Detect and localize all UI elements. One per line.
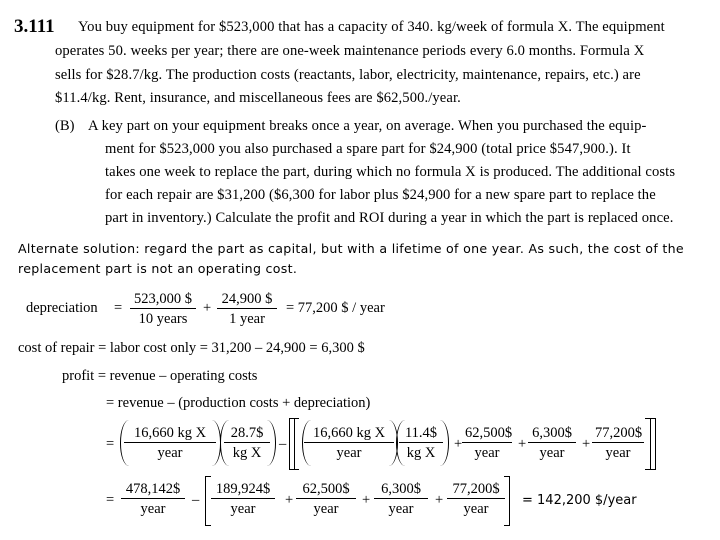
fraction-denominator: kg X bbox=[399, 442, 443, 462]
depreciation-label: depreciation bbox=[26, 300, 98, 316]
fraction-production-total bbox=[211, 480, 275, 518]
fraction-numerator: 6,300$ bbox=[532, 425, 572, 441]
profit-line-3-equals: = bbox=[106, 436, 115, 452]
profit-line-1: profit = revenue – operating costs bbox=[62, 368, 258, 384]
fraction-labor bbox=[528, 424, 576, 462]
fraction-denominator: year bbox=[121, 498, 185, 518]
fraction-rent-2 bbox=[296, 480, 356, 518]
part-b-line-2: ment for $523,000 you also purchased a spare part for $24,900 (total price $547,900.). It bbox=[105, 141, 631, 157]
problem-line-2: operates 50. weeks per year; there are one-week maintenance periods every 6.0 months. Formula X bbox=[55, 43, 645, 59]
depreciation-fraction-equipment bbox=[130, 290, 196, 328]
part-b-line-5: part in inventory.) Calculate the profit and ROI during a year in which the part is replaced once. bbox=[105, 210, 674, 226]
fraction-denominator: year bbox=[528, 442, 576, 462]
fraction-numerator: 189,924$ bbox=[215, 481, 271, 497]
fraction-denominator: year bbox=[211, 498, 275, 518]
plus-sign: + bbox=[518, 436, 527, 452]
alternate-line-1: Alternate solution: regard the part as capital, but with a lifetime of one year. As such, the cost of the bbox=[18, 241, 684, 256]
fraction-denominator: year bbox=[374, 498, 428, 518]
fraction-numerator: 16,660 kg X bbox=[133, 425, 207, 441]
fraction-numerator: 523,000 $ bbox=[134, 291, 192, 307]
repair-cost-line: cost of repair = labor cost only = 31,200 – 24,900 = 6,300 $ bbox=[18, 340, 365, 356]
problem-line-1: You buy equipment for $523,000 that has a capacity of 340. kg/week of formula X. The equipment bbox=[78, 19, 665, 35]
fraction-numerator: 16,660 kg X bbox=[312, 425, 386, 441]
fraction-numerator: 62,500$ bbox=[465, 425, 513, 441]
fraction-numerator: 77,200$ bbox=[595, 425, 643, 441]
fraction-denominator: year bbox=[304, 442, 394, 462]
fraction-denominator: year bbox=[462, 442, 512, 462]
right-bracket bbox=[650, 418, 656, 470]
minus-sign: – bbox=[279, 436, 287, 452]
plus-sign: + bbox=[582, 436, 591, 452]
fraction-rent bbox=[462, 424, 512, 462]
fraction-depreciation bbox=[592, 424, 644, 462]
left-bracket-inner bbox=[294, 418, 299, 470]
depreciation-equals: = bbox=[114, 300, 123, 316]
fraction-numerator: 11.4$ bbox=[404, 425, 438, 441]
problem-number: 3.111 bbox=[14, 16, 55, 37]
fraction-labor-2 bbox=[374, 480, 428, 518]
part-b-line-3: takes one week to replace the part, during which no formula X is produced. The additional costs bbox=[105, 164, 676, 180]
profit-result: = 142,200 $/year bbox=[522, 493, 637, 508]
fraction-numerator: 28.7$ bbox=[230, 425, 264, 441]
fraction-denominator: year bbox=[296, 498, 356, 518]
fraction-denominator: kg X bbox=[224, 442, 270, 462]
fraction-numerator: 62,500$ bbox=[302, 481, 350, 497]
alternate-line-2: replacement part is not an operating cost. bbox=[18, 261, 298, 276]
fraction-numerator: 478,142$ bbox=[125, 481, 181, 497]
minus-sign: – bbox=[192, 492, 200, 508]
fraction-revenue bbox=[121, 480, 185, 518]
profit-line-4-equals: = bbox=[106, 492, 115, 508]
part-b-line-1: A key part on your equipment breaks once a year, on average. When you purchased the equip- bbox=[88, 118, 647, 134]
part-b-label: (B) bbox=[55, 118, 75, 134]
right-bracket bbox=[504, 476, 510, 526]
fraction-numerator: 24,900 $ bbox=[221, 291, 273, 307]
plus-sign: + bbox=[454, 436, 463, 452]
fraction-denominator: 1 year bbox=[217, 308, 277, 328]
part-b-line-4: for each repair are $31,200 ($6,300 for labor plus $24,900 for a new spare part to replace the bbox=[105, 187, 656, 203]
plus-sign: + bbox=[435, 492, 444, 508]
fraction-denominator: year bbox=[124, 442, 216, 462]
fraction-production-qty bbox=[124, 424, 216, 462]
fraction-denominator: year bbox=[592, 442, 644, 462]
plus-sign: + bbox=[362, 492, 371, 508]
fraction-denominator: year bbox=[447, 498, 505, 518]
fraction-sale-price bbox=[224, 424, 270, 462]
depreciation-result: = 77,200 $ / year bbox=[286, 300, 385, 316]
depreciation-fraction-part bbox=[217, 290, 277, 328]
fraction-production-cost bbox=[399, 424, 443, 462]
plus-sign: + bbox=[285, 492, 294, 508]
fraction-denominator: 10 years bbox=[130, 308, 196, 328]
fraction-production-qty-2 bbox=[304, 424, 394, 462]
fraction-depreciation-2 bbox=[447, 480, 505, 518]
right-paren bbox=[267, 420, 276, 466]
right-paren bbox=[440, 420, 449, 466]
plus-sign: + bbox=[203, 300, 212, 316]
problem-line-4: $11.4/kg. Rent, insurance, and miscellaneous fees are $62,500./year. bbox=[55, 90, 461, 106]
fraction-numerator: 77,200$ bbox=[452, 481, 500, 497]
problem-line-3: sells for $28.7/kg. The production costs (reactants, labor, electricity, maintenance, repairs, etc.) are bbox=[55, 67, 641, 83]
fraction-numerator: 6,300$ bbox=[381, 481, 421, 497]
profit-line-2: = revenue – (production costs + depreciation) bbox=[106, 395, 371, 411]
